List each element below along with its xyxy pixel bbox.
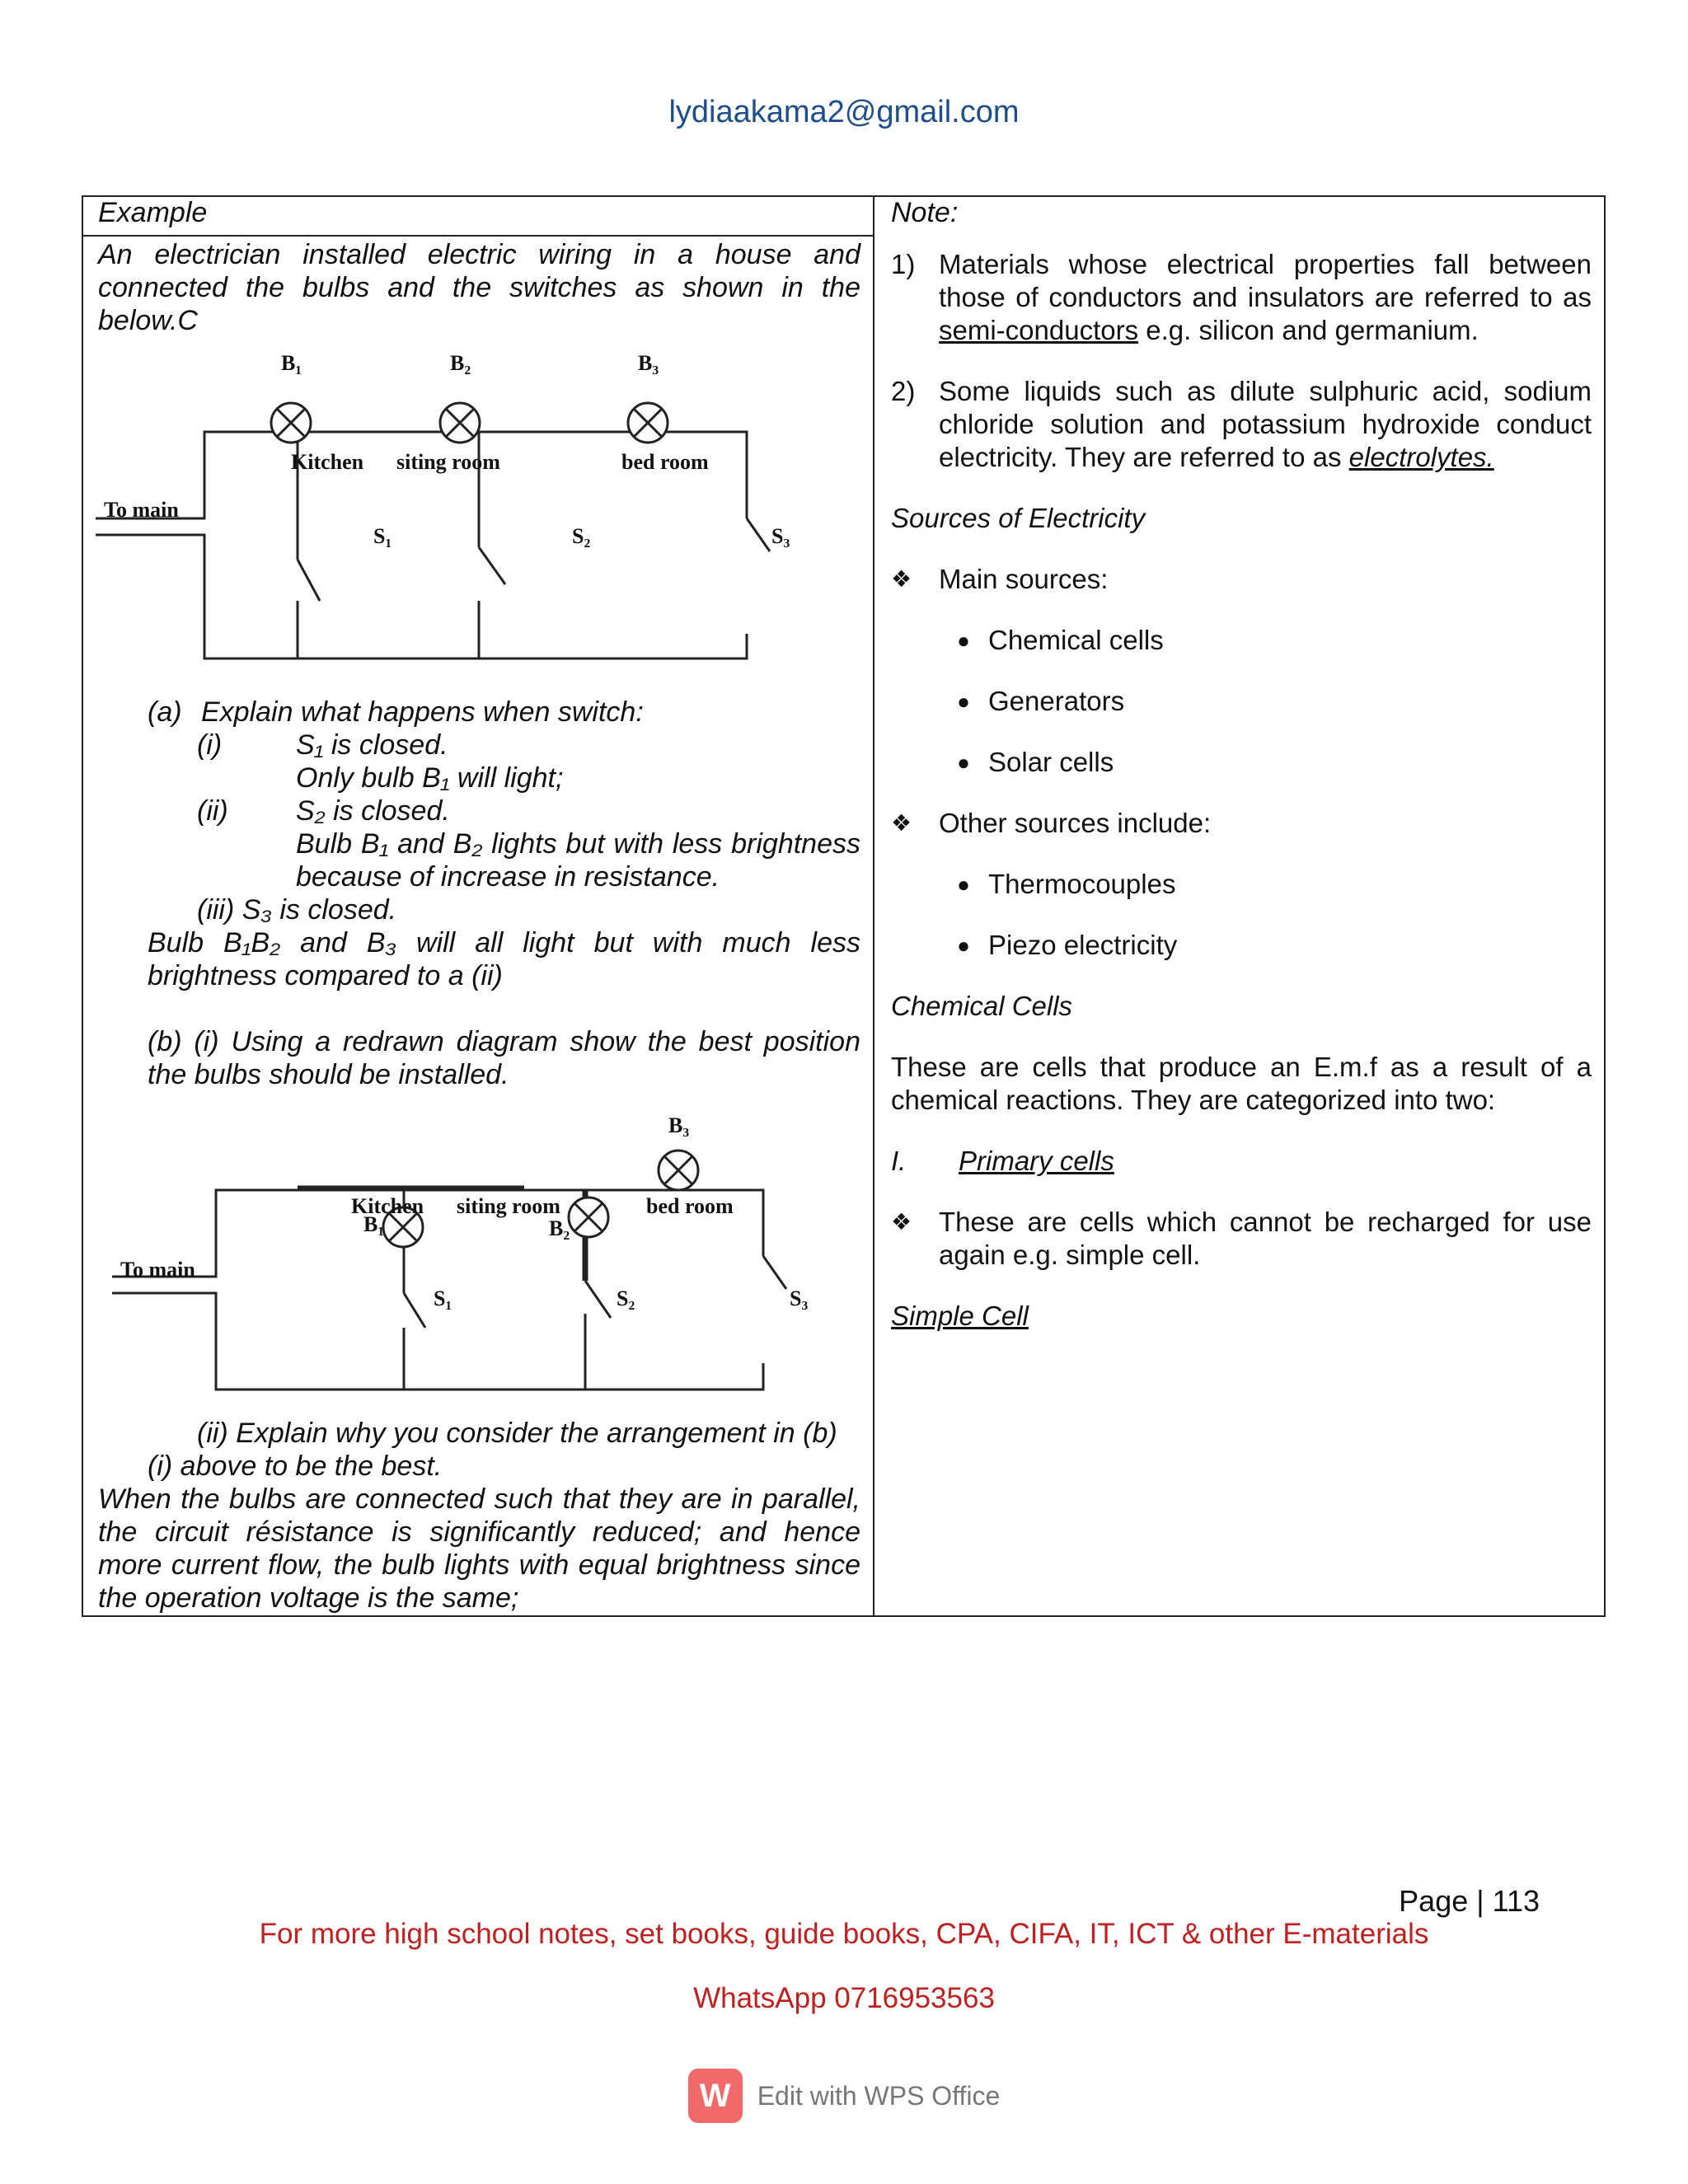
- bulb-label-b2: B₂: [450, 351, 471, 375]
- main-sources: [891, 563, 1592, 596]
- sources-heading: Sources of Electricity: [891, 503, 1146, 533]
- switch-label-s3: S₃: [771, 524, 790, 548]
- note-item-2: [891, 375, 1592, 474]
- qb-text: (b) (i) Using a redrawn diagram show the best position the bulbs should be installed.: [148, 1026, 860, 1090]
- note-2-number: 2): [891, 376, 916, 406]
- primary-cells-def: [891, 1206, 1592, 1272]
- notes-table: [82, 195, 1606, 1617]
- questions-a: [98, 696, 860, 1091]
- circuit-diagram-redrawn: [112, 1091, 837, 1408]
- note-2-term: electrolytes.: [1348, 442, 1494, 472]
- qa-label: (a): [148, 696, 182, 728]
- list-item: [891, 685, 1592, 718]
- room2-label-bedroom: bed room: [646, 1194, 734, 1218]
- q1-label: (i): [197, 729, 223, 761]
- bulb-label-b3: B₃: [638, 351, 659, 375]
- left-header-divider: [83, 235, 873, 237]
- bullet-icon: ●: [957, 628, 970, 653]
- q3-text: (iii) S₃ is closed.: [197, 894, 397, 926]
- footer-whatsapp: WhatsApp 0716953563: [693, 1982, 995, 2014]
- wps-logo-icon[interactable]: W: [688, 2069, 743, 2123]
- bulb2-label-b3: B₃: [668, 1113, 690, 1137]
- chemical-cells-text: These are cells that produce an E.m.f as a result of a chemical reactions. They are categorized into two:: [891, 1052, 1592, 1115]
- example-intro: An electrician installed electric wiring in a house and connected the bulbs and the switches as shown in the below.C: [98, 239, 860, 336]
- note-item-1: [891, 248, 1592, 347]
- switch2-label-s2: S₂: [617, 1286, 635, 1310]
- note-1-text: Materials whose electrical properties fall between those of conductors and insulators are referred to as: [939, 249, 1592, 312]
- other-source-1: Thermocouples: [988, 869, 1176, 899]
- room-label-sitting: siting room: [396, 450, 500, 474]
- bullet-icon: ●: [957, 872, 970, 897]
- main-source-3: Solar cells: [988, 747, 1114, 777]
- right-column: [891, 230, 1592, 1333]
- list-item: [891, 746, 1592, 779]
- mains-label: To main: [104, 498, 179, 522]
- simple-cell-heading: Simple Cell: [891, 1301, 1029, 1331]
- note-title: Note:: [891, 197, 959, 228]
- primary-label: Primary cells: [959, 1146, 1114, 1176]
- main-source-2: Generators: [988, 686, 1125, 716]
- switch2-label-s1: S₁: [434, 1286, 452, 1310]
- bullet-icon: ●: [957, 750, 970, 775]
- left-column: [98, 238, 860, 337]
- qa-text: Explain what happens when switch:: [201, 696, 644, 728]
- primary-cells-heading: [891, 1145, 1592, 1178]
- diamond-bullet-icon: ❖: [891, 1209, 912, 1235]
- mains2-label: To main: [120, 1258, 195, 1282]
- bulb2-label-b2: B₂: [549, 1216, 570, 1240]
- room-label-bedroom: bed room: [621, 450, 709, 474]
- bullet-icon: ●: [957, 933, 970, 958]
- other-sources-label: Other sources include:: [939, 808, 1212, 838]
- wps-banner[interactable]: [0, 2069, 1688, 2123]
- footer-promo: For more high school notes, set books, guide books, CPA, CIFA, IT, ICT & other E-materials: [259, 1918, 1429, 1950]
- note-1-number: 1): [891, 249, 916, 279]
- header-email: lydiaakama2@gmail.com: [668, 95, 1020, 129]
- diamond-bullet-icon: ❖: [891, 810, 912, 836]
- list-item: [891, 624, 1592, 657]
- primary-number: I.: [891, 1146, 907, 1176]
- note-1-term: semi-conductors: [939, 315, 1139, 345]
- room2-label-kitchen: Kitchen: [351, 1194, 424, 1218]
- chemical-cells-heading: Chemical Cells: [891, 991, 1073, 1021]
- main-source-1: Chemical cells: [988, 625, 1164, 655]
- q1-text: S₁ is closed.: [296, 729, 448, 761]
- ab2-text: When the bulbs are connected such that they are in parallel, the circuit résistance is significantly reduced; and hence more current flow, the bulb lights with equal brightness since the operation voltage is the same;: [98, 1483, 860, 1614]
- circuit-diagram-original: [96, 341, 854, 675]
- switch-label-s2: S₂: [572, 524, 591, 548]
- example-title: Example: [98, 197, 208, 228]
- room-label-kitchen: Kitchen: [291, 450, 364, 474]
- main-sources-label: Main sources:: [939, 564, 1109, 594]
- room2-label-sitting: siting room: [457, 1194, 560, 1218]
- list-item: [891, 929, 1592, 962]
- page-number: Page | 113: [1399, 1884, 1540, 1918]
- column-divider: [873, 197, 874, 1615]
- a2-text: Bulb B₁ and B₂ lights but with less brightness because of increase in resistance.: [296, 828, 860, 893]
- a1-text: Only bulb B₁ will light;: [296, 762, 564, 794]
- other-source-2: Piezo electricity: [988, 930, 1178, 960]
- q2-text: S₂ is closed.: [296, 795, 450, 827]
- note-2-text: Some liquids such as dilute sulphuric acid, sodium chloride solution and potassium hydroxide conduct electricity. They are referred to as: [939, 376, 1592, 472]
- note-1-text-end: e.g. silicon and germanium.: [1138, 315, 1479, 345]
- q2-label: (ii): [197, 795, 228, 827]
- bulb-label-b1: B₁: [281, 351, 302, 375]
- diamond-bullet-icon: ❖: [891, 566, 912, 592]
- wps-label[interactable]: Edit with WPS Office: [757, 2080, 1001, 2111]
- primary-cells-text: These are cells which cannot be recharged for use again e.g. simple cell.: [939, 1207, 1592, 1270]
- switch-label-s1: S₁: [373, 524, 392, 548]
- other-sources: [891, 807, 1592, 840]
- a3-text: Bulb B₁B₂ and B₃ will all light but with much less brightness compared to a (ii): [148, 927, 860, 991]
- switch2-label-s3: S₃: [790, 1286, 809, 1310]
- list-item: [891, 868, 1592, 901]
- qb2-text: (ii) Explain why you consider the arrangement in (b) (i) above to be the best.: [148, 1418, 837, 1482]
- questions-b: [98, 1417, 860, 1615]
- bullet-icon: ●: [957, 689, 970, 714]
- bulb2-label-b1: B₁: [363, 1212, 385, 1236]
